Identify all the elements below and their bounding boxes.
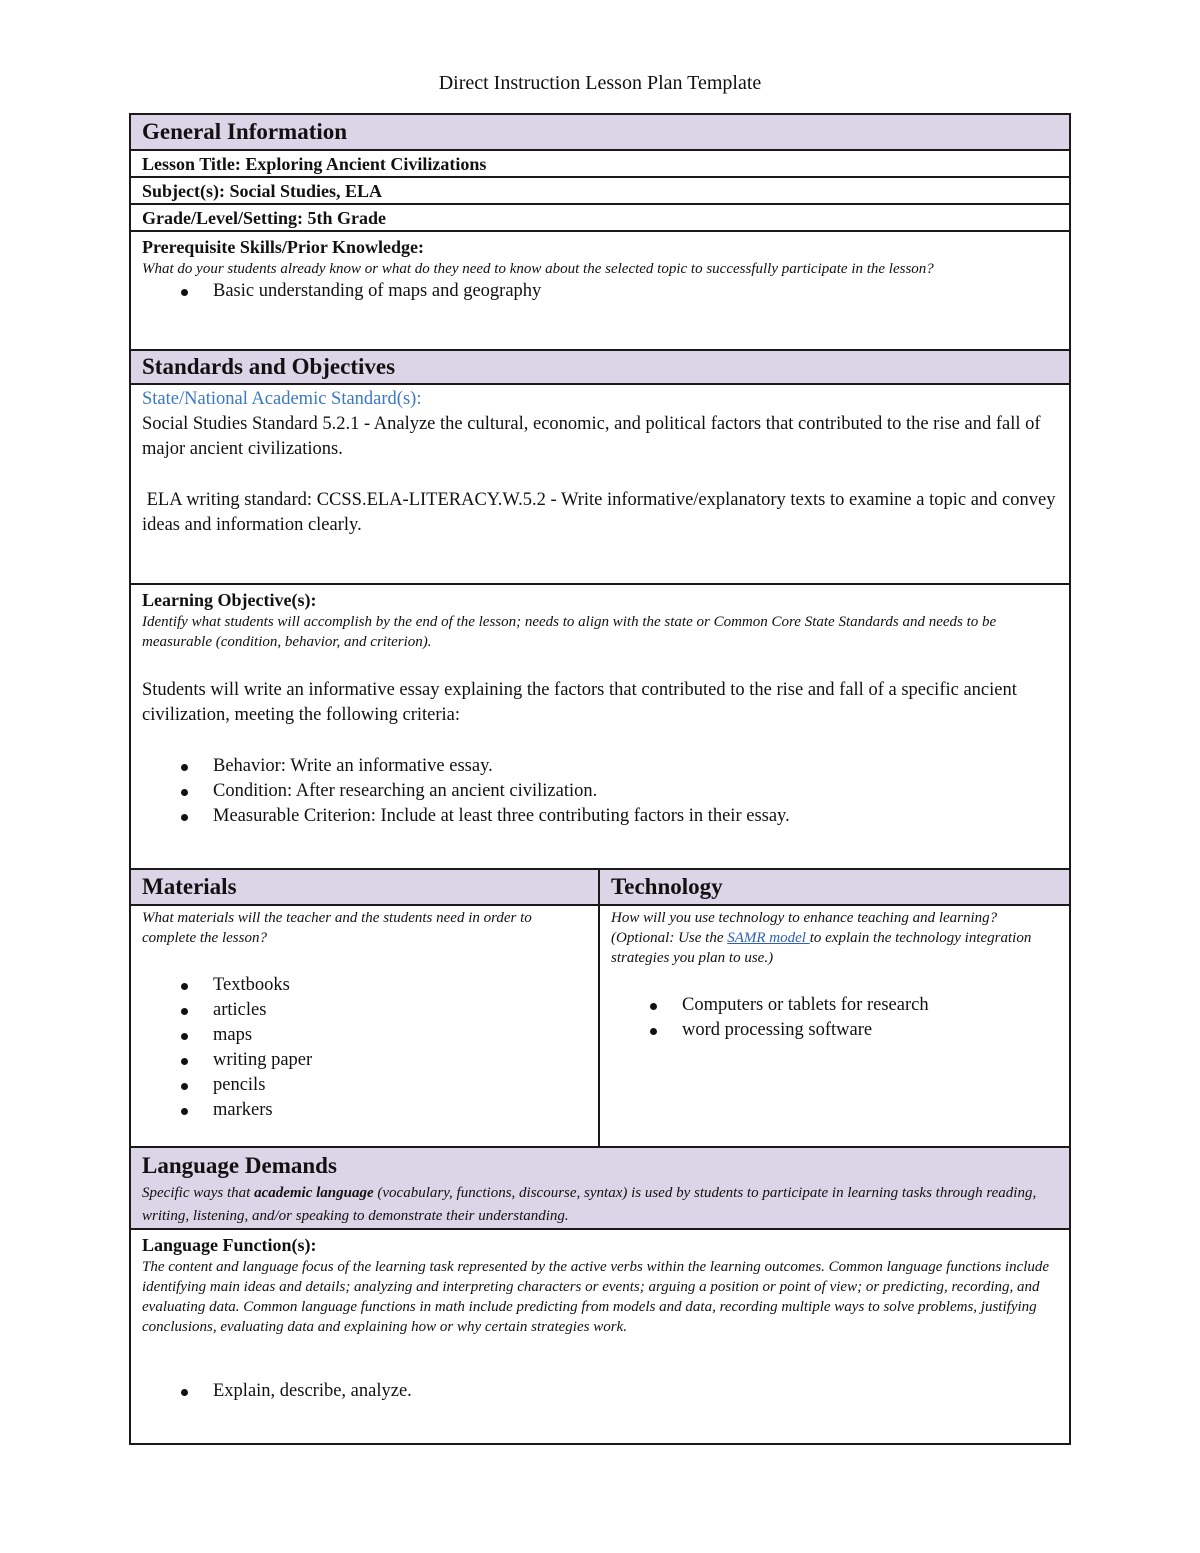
materials-header <box>130 869 599 905</box>
technology-cell <box>599 905 1070 1147</box>
list-item: Explain, describe, analyze. <box>142 1379 1058 1404</box>
prereq-prompt: What do your students already know or what do they need to know about the selected topic to successfully participate in the lesson? <box>142 261 934 277</box>
subjects-cell <box>130 177 1070 204</box>
standards-cell <box>130 384 1070 584</box>
materials-list <box>142 973 587 1123</box>
language-function-heading: Language Function(s): <box>142 1235 317 1255</box>
language-prompt-end: (vocabulary, functions, discourse, syntax) is used by students to participate in learning tasks through reading, writing, listening, and/or speaking to demonstrate their understanding. <box>142 1185 1037 1224</box>
learning-objectives-cell <box>130 584 1070 869</box>
list-item: Condition: After researching an ancient civilization. <box>142 779 1058 804</box>
language-function-cell <box>130 1229 1070 1444</box>
prereq-list <box>142 279 1058 304</box>
standard-ela: ELA writing standard: CCSS.ELA-LITERACY.W.5.2 - Write informative/explanatory texts to examine a topic and convey ideas and information clearly. <box>142 490 1061 535</box>
list-item: Basic understanding of maps and geography <box>142 279 1058 304</box>
list-item: Computers or tablets for research <box>611 993 1058 1018</box>
document-title: Direct Instruction Lesson Plan Template <box>438 72 762 94</box>
standard-label: State/National Academic Standard(s): <box>142 389 422 409</box>
subjects: Subject(s): Social Studies, ELA <box>142 181 383 201</box>
technology-prompt-start: How will you use technology to enhance teaching and learning? (Optional: Use the <box>611 910 998 946</box>
general-info-header <box>130 114 1070 150</box>
standards-header <box>130 350 1070 384</box>
standard-social-studies: Social Studies Standard 5.2.1 - Analyze the cultural, economic, and political factors that contributed to the rise and fall of major ancient civilizations. <box>142 414 1041 459</box>
technology-prompt <box>611 908 1058 968</box>
technology-prompt-end: to explain the technology integration strategies you plan to use.) <box>611 930 1032 966</box>
objective-text: Students will write an informative essay explaining the factors that contributed to the rise and fall of a specific ancient civilization, meeting the following criteria: <box>142 680 1017 725</box>
general-info-heading: General Information <box>142 119 348 144</box>
prereq-cell <box>130 231 1070 350</box>
academic-language-term: academic language <box>254 1185 374 1201</box>
list-item: pencils <box>142 1073 587 1098</box>
list-item: markers <box>142 1098 587 1123</box>
general-info-header-row <box>130 114 1070 150</box>
technology-heading: Technology <box>611 874 723 899</box>
prereq-heading: Prerequisite Skills/Prior Knowledge: <box>142 237 424 257</box>
standards-heading: Standards and Objectives <box>142 354 396 379</box>
language-prompt-start: Specific ways that <box>142 1185 255 1201</box>
lesson-title-cell <box>130 150 1070 177</box>
language-function-prompt: The content and language focus of the learning task represented by the active verbs within the learning outcomes. Common language functions include identifying main ideas and details; analyzing and interpreting characters or events; arguing a position or point of view; or predicting, recording, and evaluating data. Common language functions in math include predicting from models and data, recording multiple ways to solve problems, justifying conclusions, evaluating data and explaining how or why certain strategies work. <box>142 1259 1050 1335</box>
list-item: writing paper <box>142 1048 587 1073</box>
grade-level: Grade/Level/Setting: 5th Grade <box>142 208 386 228</box>
materials-prompt: What materials will the teacher and the students need in order to complete the lesson? <box>142 910 532 946</box>
samr-model-link[interactable]: SAMR model <box>727 930 810 946</box>
list-item: Measurable Criterion: Include at least three contributing factors in their essay. <box>142 804 1058 829</box>
lesson-plan-table <box>129 113 1071 1445</box>
language-demands-header <box>130 1147 1070 1229</box>
technology-list <box>611 993 1058 1043</box>
list-item: Textbooks <box>142 973 587 998</box>
grade-cell <box>130 204 1070 231</box>
list-item: Behavior: Write an informative essay. <box>142 754 1058 779</box>
list-item: word processing software <box>611 1018 1058 1043</box>
materials-heading: Materials <box>142 874 237 899</box>
list-item: articles <box>142 998 587 1023</box>
objective-prompt: Identify what students will accomplish by the end of the lesson; needs to align with the state or Common Core State Standards and needs to be measurable (condition, behavior, and criterion). <box>142 614 997 650</box>
list-item: maps <box>142 1023 587 1048</box>
technology-header <box>599 869 1070 905</box>
lesson-title: Lesson Title: Exploring Ancient Civilizations <box>142 154 487 174</box>
materials-cell <box>130 905 599 1147</box>
language-function-list <box>142 1379 1058 1404</box>
objective-criteria-list <box>142 754 1058 829</box>
objective-heading: Learning Objective(s): <box>142 590 317 610</box>
language-demands-prompt <box>142 1182 1058 1228</box>
language-demands-heading: Language Demands <box>142 1153 337 1178</box>
